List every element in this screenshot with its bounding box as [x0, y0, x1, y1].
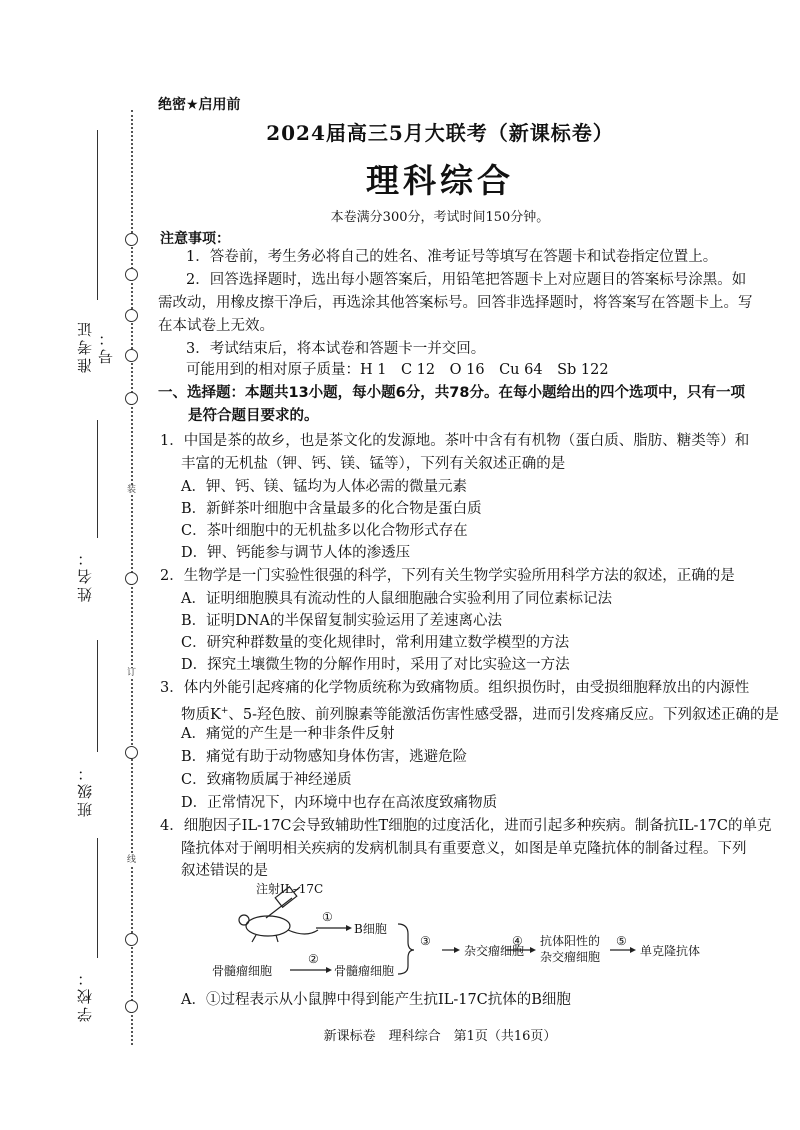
mab-label: 单克隆抗体 [640, 944, 701, 958]
step-2: ② [308, 952, 319, 966]
q2-option-b[interactable]: B．证明DNA的半保留复制实验运用了差速离心法 [181, 613, 502, 629]
positive-hybridoma-label-1: 抗体阳性的 [540, 934, 601, 948]
q2-stem: 2．生物学是一门实验性很强的科学，下列有关生物学实验所用科学方法的叙述，正确的是 [160, 568, 735, 584]
binding-hole [125, 233, 138, 246]
inject-label: 注射IL–17C [256, 882, 324, 896]
mouse-icon [239, 915, 318, 942]
section-heading: 一、选择题：本题共13小题，每小题6分，共78分。在每小题给出的四个选项中，只有一项 [158, 385, 745, 401]
notice-item: 3．考试结束后，将本试卷和答题卡一并交回。 [186, 341, 486, 357]
confidential-mark: 绝密★启用前 [158, 97, 241, 113]
binding-hole [125, 349, 138, 362]
q1-option-d[interactable]: D．钾、钙能参与调节人体的渗透压 [181, 545, 411, 561]
page-footer: 新课标卷 理科综合 第1页（共16页） [323, 1029, 557, 1044]
q2-option-a[interactable]: A．证明细胞膜具有流动性的人鼠细胞融合实验利用了同位素标记法 [181, 591, 612, 607]
class-label: 班级： [76, 763, 94, 817]
step-4: ④ [512, 934, 523, 948]
q3-stem-cont: 物质K+、5-羟色胺、前列腺素等能激活伤害性感受器，进而引发疼痛反应。下列叙述正确的是 [181, 706, 780, 723]
q4-stem-cont: 叙述错误的是 [181, 863, 268, 879]
exam-number-label: 准考证号： [76, 319, 115, 373]
q1-option-a[interactable]: A．钾、钙、镁、锰均为人体必需的微量元素 [181, 479, 467, 495]
q3-option-a[interactable]: A．痛觉的产生是一种非条件反射 [181, 726, 395, 742]
monoclonal-antibody-diagram [212, 878, 748, 988]
b-cell-label: B细胞 [354, 922, 387, 936]
binding-hole [125, 572, 138, 585]
binding-hole [125, 268, 138, 281]
q3-option-d[interactable]: D．正常情况下，内环境中也存在高浓度致痛物质 [181, 795, 498, 811]
diagram-arrows [228, 878, 748, 988]
step-5: ⑤ [616, 934, 627, 948]
binding-hole [125, 746, 138, 759]
q1-stem-cont: 丰富的无机盐（钾、钙、镁、锰等），下列有关叙述正确的是 [181, 456, 566, 472]
q3-option-b[interactable]: B．痛觉有助于动物感知身体伤害，逃避危险 [181, 749, 468, 765]
name-label: 姓名： [76, 548, 94, 602]
exam-title: 2024届高三5月大联考（新课标卷） [266, 121, 614, 145]
subject-title: 理科综合 [366, 161, 514, 200]
notice-item-cont: 在本试卷上无效。 [158, 318, 274, 334]
myeloma-label: 骨髓瘤细胞 [212, 964, 273, 978]
q4-option-a[interactable]: A．①过程表示从小鼠脾中得到能产生抗IL-17C抗体的B细胞 [181, 992, 571, 1008]
step-3: ③ [420, 934, 431, 948]
q3-option-c[interactable]: C．致痛物质属于神经递质 [181, 772, 352, 788]
atomic-mass-note: 可能用到的相对原子质量：H 1 C 12 O 16 Cu 64 Sb 122 [186, 362, 609, 378]
binding-hole [125, 392, 138, 405]
section-heading-cont: 是符合题目要求的。 [188, 408, 319, 424]
q3-stem: 3．体内外能引起疼痛的化学物质统称为致痛物质。组织损伤时，由受损细胞释放出的内源性 [160, 680, 750, 696]
syringe-icon [266, 887, 300, 918]
binding-mark-xian: 线 [127, 855, 137, 865]
q1-option-c[interactable]: C．茶叶细胞中的无机盐多以化合物形式存在 [181, 523, 468, 539]
binding-hole [125, 933, 138, 946]
binding-hole [125, 1000, 138, 1013]
school-label: 学校： [76, 968, 94, 1022]
binding-hole [125, 309, 138, 322]
score-note: 本卷满分300分，考试时间150分钟。 [330, 210, 550, 225]
notice-item-cont: 需改动，用橡皮擦干净后，再选涂其他答案标号。回答非选择题时，将答案写在答题卡上。写 [158, 295, 753, 311]
q4-stem-cont: 隆抗体对于阐明相关疾病的发病机制具有重要意义，如图是单克隆抗体的制备过程。下列 [181, 841, 747, 857]
school-line[interactable] [97, 838, 98, 958]
hybridoma-label: 杂交瘤细胞 [464, 944, 525, 958]
notice-heading: 注意事项： [160, 231, 230, 247]
myeloma-label-2: 骨髓瘤细胞 [334, 964, 395, 978]
q1-stem: 1．中国是茶的故乡，也是茶文化的发源地。茶叶中含有有机物（蛋白质、脂肪、糖类等）和 [160, 433, 750, 449]
q4-stem: 4．细胞因子IL-17C会导致辅助性T细胞的过度活化，进而引起多种疾病。制备抗IL-17C的单克 [160, 818, 772, 834]
notice-item: 1．答卷前，考生务必将自己的姓名、准考证号等填写在答题卡和试卷指定位置上。 [186, 249, 718, 265]
binding-mark-zhuang: 装 [127, 485, 137, 495]
binding-mark-ding: 订 [127, 668, 137, 678]
class-line[interactable] [97, 640, 98, 752]
name-line[interactable] [97, 420, 98, 538]
exam-number-line[interactable] [97, 130, 98, 300]
notice-item: 2．回答选择题时，选出每小题答案后，用铅笔把答题卡上对应题目的答案标号涂黑。如 [186, 272, 747, 288]
q2-option-c[interactable]: C．研究种群数量的变化规律时，常利用建立数学模型的方法 [181, 635, 570, 651]
step-1: ① [322, 910, 333, 924]
q1-option-b[interactable]: B．新鲜茶叶细胞中含量最多的化合物是蛋白质 [181, 501, 482, 517]
q2-option-d[interactable]: D．探究土壤微生物的分解作用时，采用了对比实验这一方法 [181, 657, 570, 673]
positive-hybridoma-label-2: 杂交瘤细胞 [540, 950, 601, 964]
